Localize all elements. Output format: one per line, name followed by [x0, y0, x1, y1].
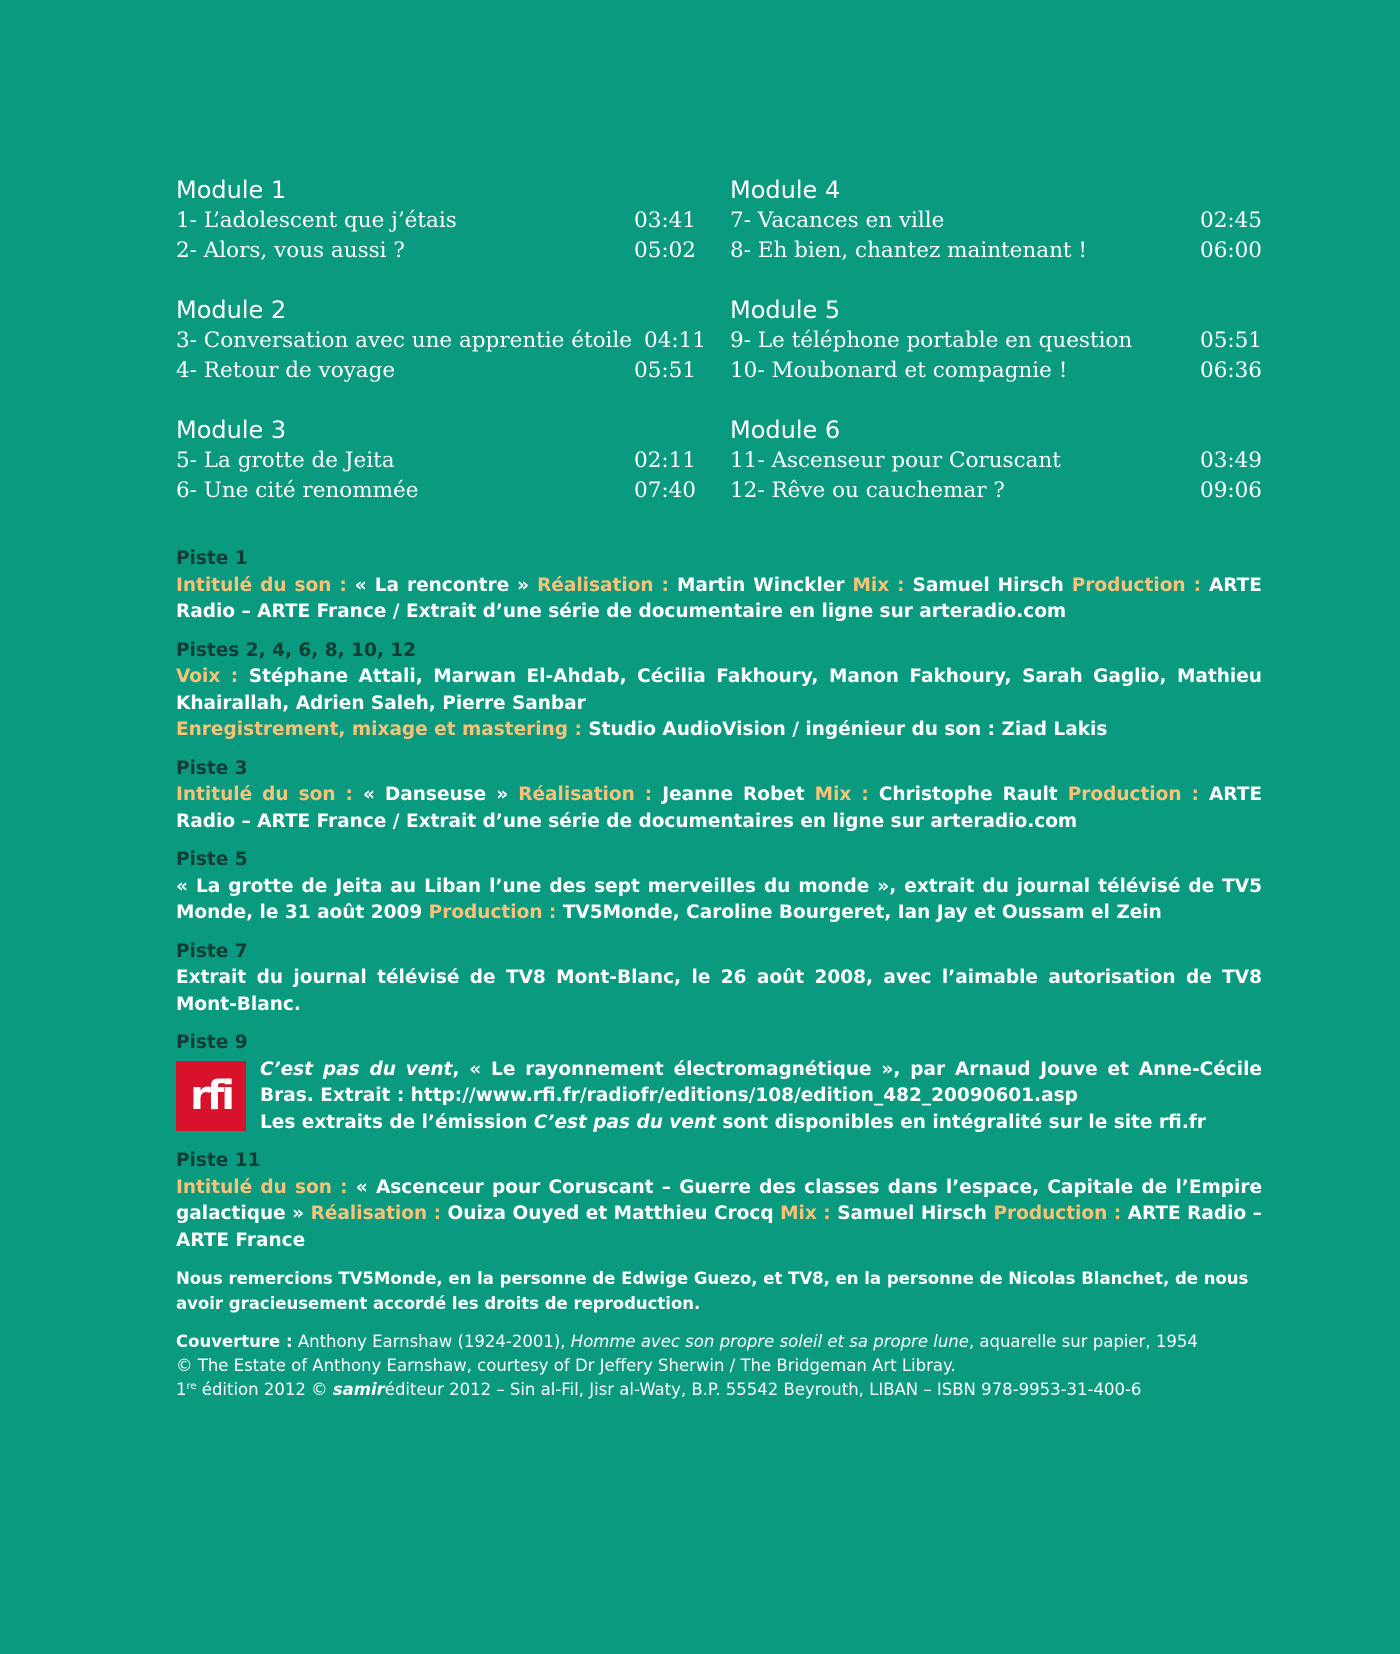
module-block	[176, 296, 706, 386]
module-block	[730, 296, 1262, 386]
piste-title: Piste 9	[176, 1032, 248, 1053]
edition-number: 1	[176, 1380, 187, 1399]
credit-piste-7	[176, 939, 1262, 1019]
credit-value: « Danseuse »	[362, 784, 509, 805]
rfi-credit	[176, 1057, 1262, 1137]
credit-value: ARTE Radio – ARTE France	[176, 1203, 1262, 1251]
track-duration: 03:49	[1200, 448, 1262, 473]
cover-work: Homme avec son propre soleil et sa propre lune	[570, 1332, 969, 1351]
publisher-logo: samir	[332, 1380, 385, 1399]
credit-label: Mix :	[780, 1203, 831, 1224]
credit-label: Intitulé du son :	[176, 1176, 348, 1198]
module-block	[730, 416, 1262, 506]
credit-value: Les extraits de l’émission	[260, 1111, 528, 1133]
cover-copyright: © The Estate of Anthony Earnshaw, courtesy of Dr Jeffery Sherwin / The Bridgeman Art Libray.	[176, 1356, 956, 1375]
credits-section	[176, 546, 1262, 1254]
track-column-left	[176, 176, 706, 536]
piste-body	[176, 664, 1262, 717]
track-title: 4- Retour de voyage	[176, 358, 396, 383]
piste-title: Pistes 2, 4, 6, 8, 10, 12	[176, 639, 417, 661]
credit-label: Production :	[428, 902, 557, 923]
credit-value: sont disponibles en intégralité sur le site rfi.fr	[722, 1111, 1206, 1133]
credit-piste-9	[176, 1030, 1262, 1136]
cover-label: Couverture :	[176, 1332, 293, 1351]
track-duration: 04:11	[644, 328, 706, 353]
cover-credits	[176, 1330, 1262, 1402]
credit-value: « Ascenceur pour Coruscant – Guerre des classes dans l’espace, Capitale de l’Empire galactique »	[176, 1176, 1262, 1224]
show-title: C’est pas du vent	[260, 1058, 453, 1080]
credit-value: Samuel Hirsch	[837, 1203, 987, 1224]
credit-label: Enregistrement, mixage et mastering :	[176, 719, 582, 740]
credit-label: Intitulé du son :	[176, 574, 347, 596]
track-title: 10- Moubonard et compagnie !	[730, 358, 1068, 383]
track-row	[730, 446, 1262, 476]
module-title: Module 2	[176, 296, 287, 324]
edition-text: édition 2012 ©	[201, 1380, 328, 1399]
track-duration: 07:40	[634, 478, 696, 503]
credit-value: ARTE Radio – ARTE France / Extrait d’une série de documentaire en ligne sur arteradio.com	[176, 574, 1262, 622]
credit-value: Christophe Rault	[878, 784, 1058, 805]
credit-piste-3	[176, 756, 1262, 836]
module-block	[730, 176, 1262, 266]
credit-label: Réalisation :	[518, 784, 653, 805]
rfi-logo: rfi	[176, 1061, 246, 1131]
piste-body	[176, 717, 1262, 744]
module-title: Module 3	[176, 416, 287, 444]
cover-line	[176, 1330, 1262, 1354]
credit-piste-11	[176, 1148, 1262, 1254]
cover-medium: , aquarelle sur papier, 1954	[968, 1332, 1198, 1351]
piste-title: Piste 1	[176, 548, 248, 569]
edition-rest: éditeur 2012 – Sin al-Fil, Jisr al-Waty, B.P. 55542 Beyrouth, LIBAN – ISBN 978-9953-31-400-6	[384, 1380, 1142, 1399]
track-row	[176, 326, 706, 356]
piste-title: Piste 7	[176, 940, 248, 962]
piste-body	[176, 1175, 1262, 1255]
track-title: 6- Une cité renommée	[176, 478, 419, 503]
credit-value: TV5Monde, Caroline Bourgeret, Ian Jay et Oussam el Zein	[562, 902, 1162, 923]
track-title: 7- Vacances en ville	[730, 208, 945, 233]
credit-label: Mix :	[814, 784, 869, 805]
module-title: Module 5	[730, 296, 841, 324]
track-title: 3- Conversation avec une apprentie étoile	[176, 328, 633, 353]
credit-label: Réalisation :	[310, 1203, 442, 1224]
track-duration: 02:11	[634, 448, 696, 473]
track-row	[176, 356, 696, 386]
track-row	[730, 206, 1262, 236]
credit-label: Mix :	[852, 574, 905, 596]
credit-label: Production :	[1071, 574, 1201, 596]
track-duration: 06:36	[1200, 358, 1262, 383]
credit-label: Production :	[993, 1203, 1122, 1224]
edition-sup: re	[186, 1381, 197, 1392]
piste-body	[176, 782, 1262, 835]
piste-title: Piste 11	[176, 1150, 261, 1171]
acknowledgements: Nous remercions TV5Monde, en la personne de Edwige Guezo, et TV8, en la personne de Nicolas Blanchet, de nous avoir gracieusement accordé les droits de reproduction.	[176, 1269, 1249, 1313]
module-title: Module 6	[730, 416, 841, 444]
page	[176, 176, 1262, 1402]
credit-pistes-paires	[176, 638, 1262, 744]
track-row	[176, 206, 696, 236]
credit-value: Stéphane Attali, Marwan El-Ahdab, Cécilia Fakhoury, Manon Fakhoury, Sarah Gaglio, Mathieu Khairallah, Adrien Saleh, Pierre Sanbar	[176, 666, 1262, 714]
track-duration: 05:51	[634, 358, 696, 383]
track-row	[176, 476, 696, 506]
piste-title: Piste 3	[176, 757, 248, 779]
track-row	[730, 356, 1262, 386]
piste-body	[176, 874, 1262, 927]
track-row	[730, 236, 1262, 266]
module-title: Module 4	[730, 176, 841, 204]
track-title: 11- Ascenseur pour Coruscant	[730, 448, 1061, 473]
credit-value: « La grotte de Jeita au Liban l’une des sept merveilles du monde », extrait du journal télévisé de TV5 Monde, le 31 août 2009	[176, 875, 1262, 923]
credit-value: Samuel Hirsch	[912, 574, 1064, 596]
module-block	[176, 176, 696, 266]
credit-value: « La rencontre »	[354, 574, 530, 596]
rfi-availability	[260, 1110, 1262, 1137]
track-duration: 05:51	[1200, 328, 1262, 353]
module-title: Module 1	[176, 176, 287, 204]
credit-label: Voix :	[176, 666, 239, 687]
track-row	[730, 476, 1262, 506]
track-title: 5- La grotte de Jeita	[176, 448, 395, 473]
show-title: C’est pas du vent	[533, 1111, 716, 1133]
credit-piste-1	[176, 546, 1262, 626]
track-title: 12- Rêve ou cauchemar ?	[730, 478, 1005, 503]
track-column-right	[730, 176, 1262, 536]
track-row	[176, 236, 696, 266]
credit-label: Réalisation :	[537, 574, 669, 596]
credit-value: Jeanne Robet	[662, 784, 805, 805]
credit-value: Ouiza Ouyed et Matthieu Crocq	[447, 1203, 774, 1224]
track-listing	[176, 176, 1262, 536]
credit-label: Production :	[1067, 784, 1199, 805]
piste-body	[260, 1057, 1262, 1137]
track-duration: 03:41	[634, 208, 696, 233]
rfi-description	[260, 1057, 1262, 1110]
track-duration: 02:45	[1200, 208, 1262, 233]
track-duration: 06:00	[1200, 238, 1262, 263]
track-title: 9- Le téléphone portable en question	[730, 328, 1133, 353]
piste-title: Piste 5	[176, 849, 248, 870]
track-title: 8- Eh bien, chantez maintenant !	[730, 238, 1088, 263]
track-row	[730, 326, 1262, 356]
track-duration: 09:06	[1200, 478, 1262, 503]
track-title: 1- L’adolescent que j’étais	[176, 208, 457, 233]
credit-value: , « Le rayonnement électromagnétique », par Arnaud Jouve et Anne-Cécile Bras. Extrait : http://www.rfi.fr/radiofr/editions/108/edition_482_20090601.asp	[260, 1058, 1262, 1106]
credit-value: Martin Winckler	[676, 574, 845, 596]
track-duration: 05:02	[634, 238, 696, 263]
edition-line	[176, 1378, 1262, 1402]
credit-label: Intitulé du son :	[176, 784, 353, 805]
credit-value: Studio AudioVision / ingénieur du son : Ziad Lakis	[588, 719, 1108, 740]
track-row	[176, 446, 696, 476]
track-title: 2- Alors, vous aussi ?	[176, 238, 405, 263]
piste-body: Extrait du journal télévisé de TV8 Mont-Blanc, le 26 août 2008, avec l’aimable autorisation de TV8 Mont-Blanc.	[176, 967, 1262, 1015]
module-block	[176, 416, 696, 506]
credit-value: ARTE Radio – ARTE France / Extrait d’une série de documentaires en ligne sur arteradio.com	[176, 784, 1262, 832]
cover-artist: Anthony Earnshaw (1924-2001),	[297, 1332, 566, 1351]
piste-body	[176, 573, 1262, 626]
credit-piste-5	[176, 847, 1262, 927]
